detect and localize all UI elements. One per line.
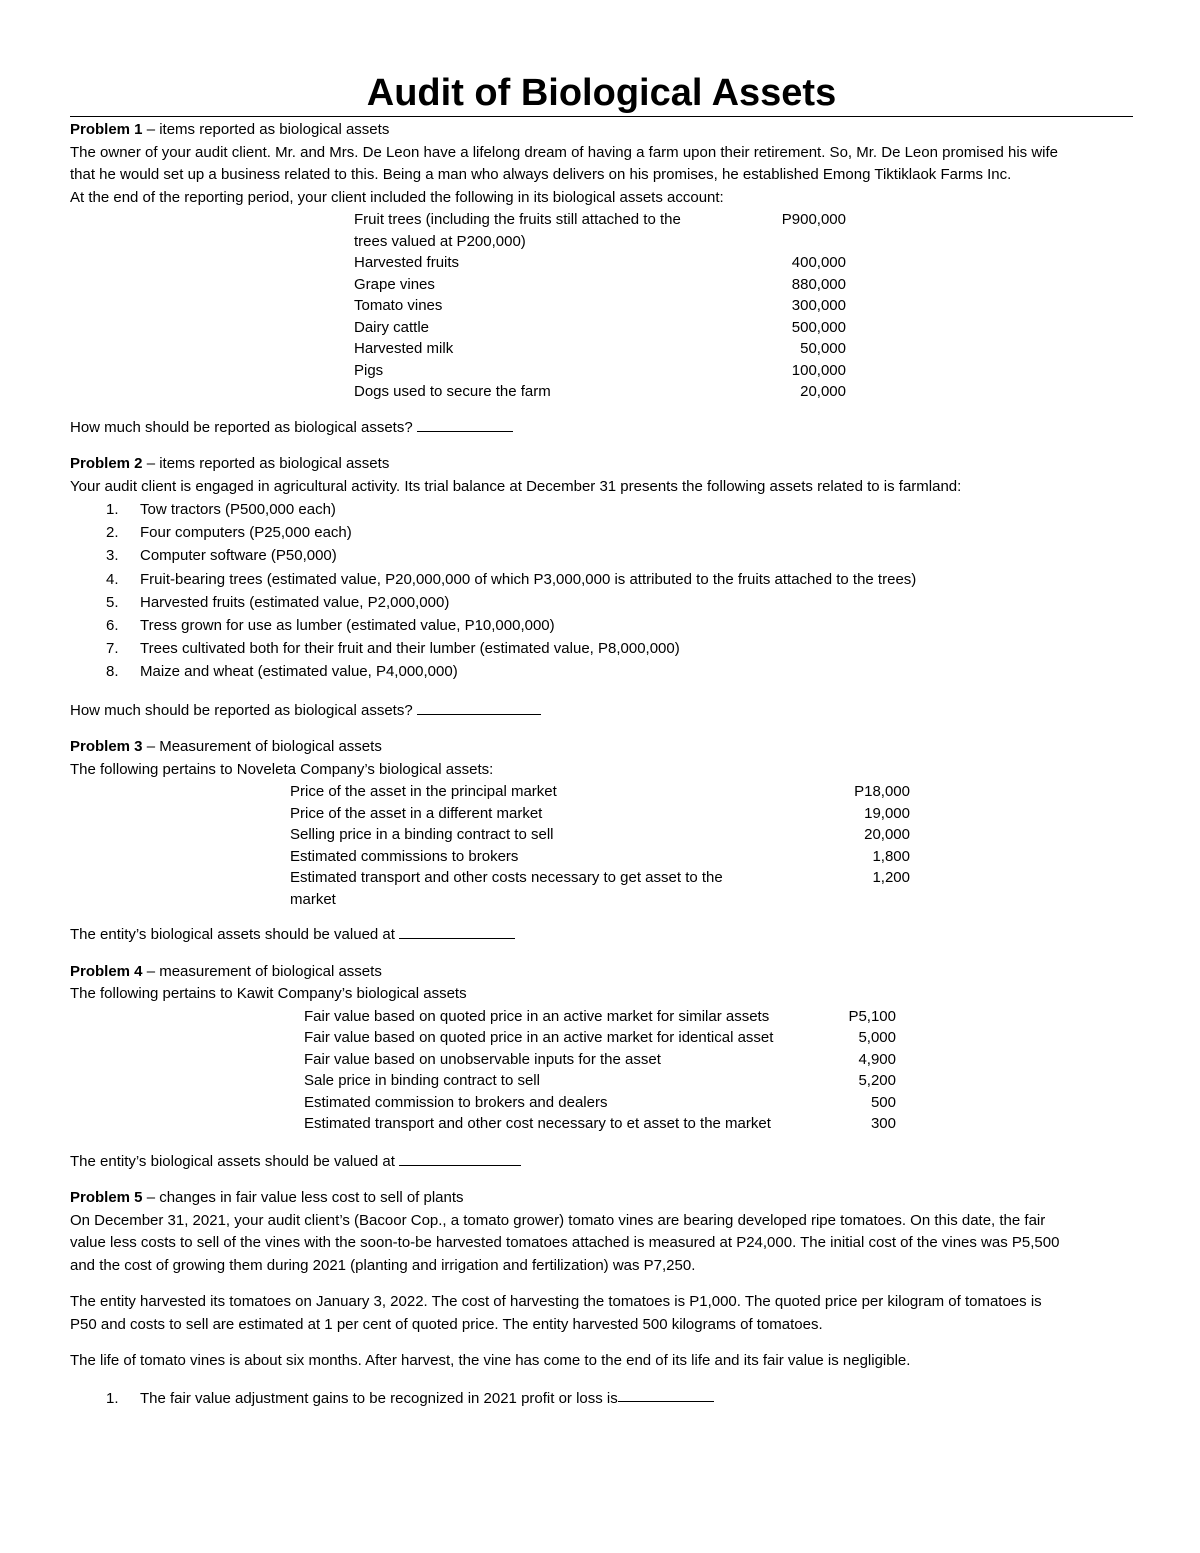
item-amount: 500,000: [791, 318, 846, 336]
problem-5-para-2-line-1: The entity harvested its tomatoes on January 3, 2022. The cost of harvesting the tomatoes is P1,000. The quoted price per kilogram of tomatoes is: [70, 1293, 1042, 1311]
table-row: [304, 1070, 896, 1092]
problem-5-label: Problem 5: [70, 1189, 143, 1207]
problem-5-questions: [70, 1387, 1133, 1410]
table-row: [290, 846, 910, 868]
problem-1-question: How much should be reported as biological assets?: [70, 417, 1133, 440]
problem-1-items-table: [354, 209, 846, 403]
list-item: 8. Maize and wheat (estimated value, P4,000,000): [106, 663, 458, 681]
item-label: Fair value based on quoted price in an active market for identical asset: [304, 1029, 774, 1047]
item-amount: 20,000: [800, 383, 846, 400]
item-label: Fair value based on unobservable inputs for the asset: [304, 1050, 661, 1068]
problem-1-heading: [70, 119, 1133, 142]
problem-4-intro: The following pertains to Kawit Company’s biological assets: [70, 985, 467, 1003]
problem-4-subtitle: – measurement of biological assets: [142, 962, 382, 980]
item-amount: 20,000: [864, 826, 910, 844]
problem-4-label: Problem 4: [70, 962, 143, 980]
item-label: Selling price in a binding contract to sell: [290, 826, 554, 844]
problem-2-intro: Your audit client is engaged in agricultural activity. Its trial balance at December 31 presents the following assets related to is farmland:: [70, 477, 962, 495]
problem-2-list: [70, 498, 1133, 684]
table-row: [354, 360, 846, 382]
item-label: Harvested milk: [354, 340, 454, 357]
item-label: Estimated transport and other costs necessary to get asset to the market: [290, 869, 723, 908]
item-label: Estimated commissions to brokers: [290, 847, 519, 865]
item-label: Pigs: [354, 361, 384, 379]
list-item: 1. The fair value adjustment gains to be recognized in 2021 profit or loss is: [70, 1387, 1133, 1410]
item-label: Estimated commission to brokers and dealers: [304, 1093, 608, 1111]
answer-blank[interactable]: [417, 700, 541, 715]
table-row: [354, 317, 846, 339]
problem-2-label: Problem 2: [70, 455, 143, 472]
table-row: [354, 295, 846, 317]
item-amount: 300,000: [791, 297, 846, 314]
table-row: [290, 867, 910, 910]
problem-4: [70, 961, 1133, 1174]
problem-3: [70, 736, 1133, 947]
problem-5: [70, 1187, 1133, 1410]
problem-5-para-1-line-1: On December 31, 2021, your audit client’s (Bacoor Cop., a tomato grower) tomato vines are bearing developed ripe tomatoes. On this date, the fair: [70, 1211, 1046, 1229]
item-label: Tomato vines: [354, 297, 443, 314]
problem-5-heading: [70, 1187, 1133, 1210]
problem-2: [70, 453, 1133, 722]
item-amount: P900,000: [781, 211, 846, 228]
item-label: Grape vines: [354, 275, 435, 293]
item-amount: 50,000: [800, 340, 846, 357]
title-underline: [70, 116, 1133, 117]
document-title: Audit of Biological Assets: [366, 72, 837, 114]
list-item: 1. Tow tractors (P500,000 each): [106, 501, 336, 518]
answer-blank[interactable]: [417, 417, 513, 432]
list-item: 6. Tress grown for use as lumber (estimated value, P10,000,000): [106, 617, 555, 635]
answer-blank[interactable]: [399, 924, 515, 939]
list-item: 7. Trees cultivated both for their fruit and their lumber (estimated value, P8,000,000): [106, 640, 680, 658]
item-amount: 100,000: [791, 361, 846, 379]
problem-3-question: The entity’s biological assets should be valued at: [70, 924, 1133, 947]
item-amount: P5,100: [848, 1007, 896, 1025]
problem-3-subtitle: – Measurement of biological assets: [142, 738, 382, 756]
problem-3-label: Problem 3: [70, 738, 143, 756]
item-label: Fair value based on quoted price in an active market for similar assets: [304, 1007, 770, 1025]
item-label: Harvested fruits: [354, 254, 460, 271]
problem-3-items-table: [290, 781, 910, 910]
problem-2-question: How much should be reported as biological assets?: [70, 700, 1133, 723]
table-row: [290, 803, 910, 825]
item-amount: 1,800: [872, 847, 910, 865]
problem-3-heading: [70, 736, 1133, 759]
item-amount: 400,000: [791, 254, 846, 271]
problem-5-para-2-line-2: P50 and costs to sell are estimated at 1 per cent of quoted price. The entity harvested 500 kilograms of tomatoes.: [70, 1315, 823, 1333]
item-label: Price of the asset in the principal market: [290, 783, 557, 801]
problem-2-heading: [70, 453, 1133, 476]
table-row: [354, 274, 846, 296]
problem-2-subtitle: – items reported as biological assets: [142, 455, 390, 472]
problem-1-label: Problem 1: [70, 121, 143, 138]
table-row: [354, 381, 846, 403]
item-amount: 1,200: [872, 869, 910, 887]
item-label: Dogs used to secure the farm: [354, 383, 551, 400]
table-row: [290, 824, 910, 846]
item-label: Dairy cattle: [354, 318, 430, 336]
table-row: [304, 1049, 896, 1071]
problem-5-para-3: The life of tomato vines is about six months. After harvest, the vine has come to the end of its life and its fair value is negligible.: [70, 1352, 911, 1370]
answer-blank[interactable]: [399, 1151, 521, 1166]
table-row: [290, 781, 910, 803]
answer-blank[interactable]: [618, 1387, 714, 1402]
problem-1-line-2: that he would set up a business related to this. Being a man who always delivers on his promises, he established Emong Tiktiklaok Farms Inc.: [70, 166, 1012, 183]
list-item: 3. Computer software (P50,000): [106, 547, 337, 565]
table-row: [304, 1027, 896, 1049]
problem-1: [70, 119, 1133, 439]
problem-4-heading: [70, 961, 1133, 984]
table-row: [304, 1092, 896, 1114]
list-item: 2. Four computers (P25,000 each): [106, 524, 352, 542]
item-label: Price of the asset in a different market: [290, 804, 543, 822]
problem-1-subtitle: – items reported as biological assets: [142, 121, 390, 138]
problem-4-question: The entity’s biological assets should be valued at: [70, 1151, 1133, 1174]
item-amount: 5,000: [858, 1029, 896, 1047]
document-page: [70, 70, 1133, 1410]
item-amount: 5,200: [858, 1072, 896, 1090]
table-row: [354, 338, 846, 360]
list-item: 5. Harvested fruits (estimated value, P2,000,000): [106, 593, 450, 611]
problem-5-para-1-line-3: and the cost of growing them during 2021 (planting and irrigation and fertilization) was P7,250.: [70, 1256, 696, 1274]
item-amount: P18,000: [854, 783, 910, 801]
item-amount: 4,900: [858, 1050, 896, 1068]
problem-4-items-table: [304, 1006, 896, 1135]
table-row: [304, 1006, 896, 1028]
problem-3-intro: The following pertains to Noveleta Company’s biological assets:: [70, 760, 494, 778]
problem-5-para-1-line-2: value less costs to sell of the vines with the soon-to-be harvested tomatoes attached is measured at P24,000. The initial cost of the vines was P5,500: [70, 1234, 1060, 1252]
item-label: Sale price in binding contract to sell: [304, 1072, 540, 1090]
problem-1-line-1: The owner of your audit client. Mr. and Mrs. De Leon have a lifelong dream of having a farm upon their retirement. So, Mr. De Leon promised his wife: [70, 143, 1058, 161]
problem-1-line-3: At the end of the reporting period, your client included the following in its biological assets account:: [70, 188, 724, 206]
problem-5-subtitle: – changes in fair value less cost to sell of plants: [142, 1189, 464, 1207]
table-row: [354, 209, 846, 252]
item-amount: 300: [870, 1115, 896, 1133]
item-amount: 880,000: [791, 275, 846, 293]
item-amount: 500: [870, 1093, 896, 1111]
item-amount: 19,000: [864, 804, 910, 822]
list-item: 4. Fruit-bearing trees (estimated value, P20,000,000 of which P3,000,000 is attributed to the fruits attached to the trees): [106, 570, 917, 588]
table-row: [304, 1113, 896, 1135]
table-row: [354, 252, 846, 274]
item-label: Fruit trees (including the fruits still attached to the trees valued at P200,000): [354, 211, 681, 250]
item-label: Estimated transport and other cost necessary to et asset to the market: [304, 1115, 771, 1133]
